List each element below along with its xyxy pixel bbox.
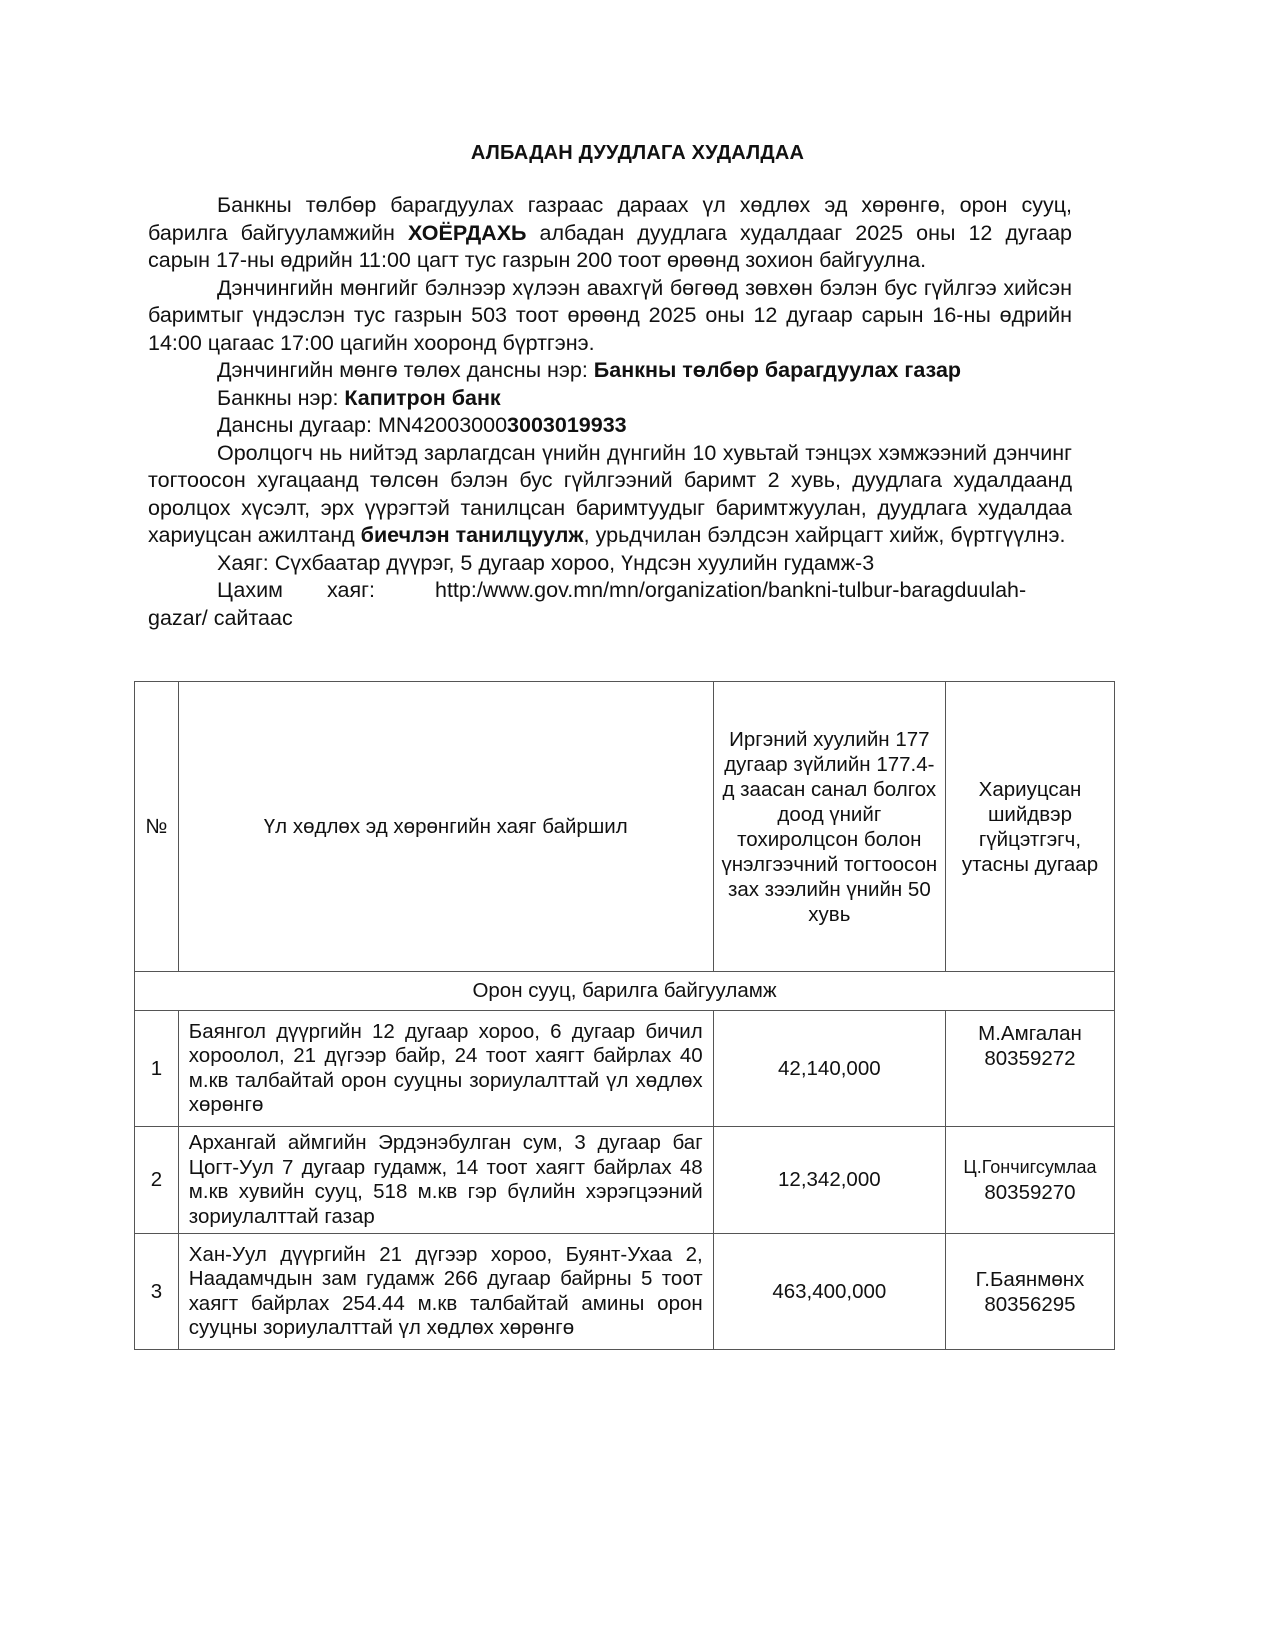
executor-name: Г.Баянмөнх bbox=[975, 1267, 1085, 1291]
row-price: 463,400,000 bbox=[713, 1234, 945, 1350]
bank-name-label: Банкны нэр: bbox=[217, 385, 345, 410]
executor-phone: 80359272 bbox=[984, 1047, 1076, 1070]
document-title: АЛБАДАН ДУУДЛАГА ХУДАЛДАА bbox=[470, 142, 805, 164]
account-number-prefix: MN42003000 bbox=[377, 413, 508, 437]
participant-requirements-paragraph bbox=[148, 440, 1072, 550]
row-number: 1 bbox=[135, 1011, 179, 1127]
deposit-registration-paragraph: Дэнчингийн мөнгийг бэлнээр хүлээн авахгүй бөгөөд зөвхөн бэлэн бус гүйлгээ хийсэн баримтыг үндэслэн тус газрын 503 тоот өрөөнд 2025 оны 12 дугаар сарын 16-ны өдрийн 14:00 цагаас 17:00 цагийн хооронд бүртгэнэ. bbox=[148, 275, 1072, 355]
website-line bbox=[148, 577, 1072, 605]
website-label-word2: хаяг: bbox=[327, 578, 375, 602]
table-header-row bbox=[135, 682, 1115, 972]
account-number-bold: 3003019933 bbox=[507, 413, 627, 437]
table-row bbox=[135, 1011, 1115, 1127]
row-executor bbox=[945, 1011, 1114, 1127]
row-address: Баянгол дүүргийн 12 дугаар хороо, 6 дугаар бичил хороолол, 21 дүгээр байр, 24 тоот хаягт байрлах 40 м.кв талбайтай орон сууцны зориулалттай үл хөдлөх хөрөнгө bbox=[178, 1011, 713, 1127]
office-address-line: Хаяг: Сүхбаатар дүүрэг, 5 дугаар хороо, Үндсэн хуулийн гудамж-3 bbox=[217, 550, 875, 575]
header-address: Үл хөдлөх эд хөрөнгийн хаяг байршил bbox=[178, 682, 713, 972]
row-address: Архангай аймгийн Эрдэнэбулган сум, 3 дугаар баг Цогт-Уул 7 дугаар гудамж, 14 тоот хаягт байрлах 48 м.кв хувийн сууц, 518 м.кв гэр бүлийн хэрэгцээний зориулалттай газар bbox=[178, 1127, 713, 1234]
website-url-link[interactable]: http:/www.gov.mn/mn/organization/bankni-tulbur-baragduulah- bbox=[435, 578, 1027, 602]
executor-name: М.Амгалан bbox=[978, 1022, 1082, 1045]
executor-phone: 80359270 bbox=[984, 1181, 1076, 1204]
in-person-emphasis: биечлэн танилцуулж bbox=[360, 523, 584, 547]
section-title: Орон сууц, барилга байгууламж bbox=[135, 972, 1115, 1011]
table-row bbox=[135, 1127, 1115, 1234]
auction-lots-table bbox=[134, 681, 1115, 1350]
bank-name-value: Капитрон банк bbox=[344, 385, 501, 410]
account-number-line bbox=[148, 412, 1072, 440]
account-number-label: Дансны дугаар: bbox=[217, 413, 378, 437]
auction-schedule-paragraph bbox=[148, 192, 1072, 275]
row-price: 42,140,000 bbox=[713, 1011, 945, 1127]
header-number: № bbox=[135, 682, 179, 972]
paragraph-text: , урьдчилан бэлдсэн хайрцагт хийж, бүртгүүлнэ. bbox=[583, 523, 1066, 547]
auction-round-emphasis: ХОЁРДАХЬ bbox=[407, 220, 527, 245]
row-executor bbox=[945, 1127, 1114, 1234]
executor-phone: 80356295 bbox=[984, 1292, 1076, 1316]
account-name-line bbox=[148, 357, 1072, 385]
row-address: Хан-Уул дүүргийн 21 дүгээр хороо, Буянт-Ухаа 2, Наадамчдын зам гудамж 266 дугаар байрны 5 тоот хаягт байрлах 254.44 м.кв талбайтай амины орон сууцны зориулалттай үл хөдлөх хөрөнгө bbox=[178, 1234, 713, 1350]
row-number: 3 bbox=[135, 1234, 179, 1350]
account-name-value: Банкны төлбөр барагдуулах газар bbox=[593, 358, 962, 382]
table-section-row bbox=[135, 972, 1115, 1011]
paragraph-text: Банкны төлбөр барагдуулах газраас дараах үл хөдлөх эд хөрөнгө, орон сууц, барилга байгууламжийн bbox=[148, 193, 1072, 245]
header-executor: Хариуцсан шийдвэр гүйцэтгэгч, утасны дугаар bbox=[945, 682, 1114, 972]
account-name-label: Дэнчингийн мөнгө төлөх дансны нэр: bbox=[217, 358, 594, 382]
row-executor bbox=[945, 1234, 1114, 1350]
bank-name-line bbox=[148, 385, 1072, 413]
table-row bbox=[135, 1234, 1115, 1350]
website-label-word1: Цахим bbox=[217, 578, 283, 602]
paragraph-text: албадан дуудлага худалдааг 2025 оны 12 дугаар сарын 17-ны өдрийн 11:00 цагт тус газрын 200 тоот өрөөнд зохион байгуулна. bbox=[148, 220, 1072, 272]
website-url-continuation: gazar/ сайтаас bbox=[148, 605, 293, 630]
header-minimum-price: Иргэний хуулийн 177 дугаар зүйлийн 177.4-д заасан санал болгох доод үнийг тохиролцсон болон үнэлгээчний тогтоосон зах зээлийн үнийн 50 хувь bbox=[713, 682, 945, 972]
announcement-body bbox=[148, 192, 1072, 632]
row-number: 2 bbox=[135, 1127, 179, 1234]
executor-name: Ц.Гончигсумлаа bbox=[963, 1157, 1097, 1177]
row-price: 12,342,000 bbox=[713, 1127, 945, 1234]
paragraph-text: Оролцогч нь нийтэд зарлагдсан үнийн дүнгийн 10 хувьтай тэнцэх хэмжээний дэнчинг тогтоосон хугацаанд төлсөн бэлэн бус гүйлгээний баримт 2 хувь, дуудлага худалдаанд оролцох хүсэлт, эрх үүрэгтэй танилцсан баримтуудыг баримтжуулан, дуудлага худалдаа хариуцсан ажилтанд bbox=[148, 440, 1072, 547]
